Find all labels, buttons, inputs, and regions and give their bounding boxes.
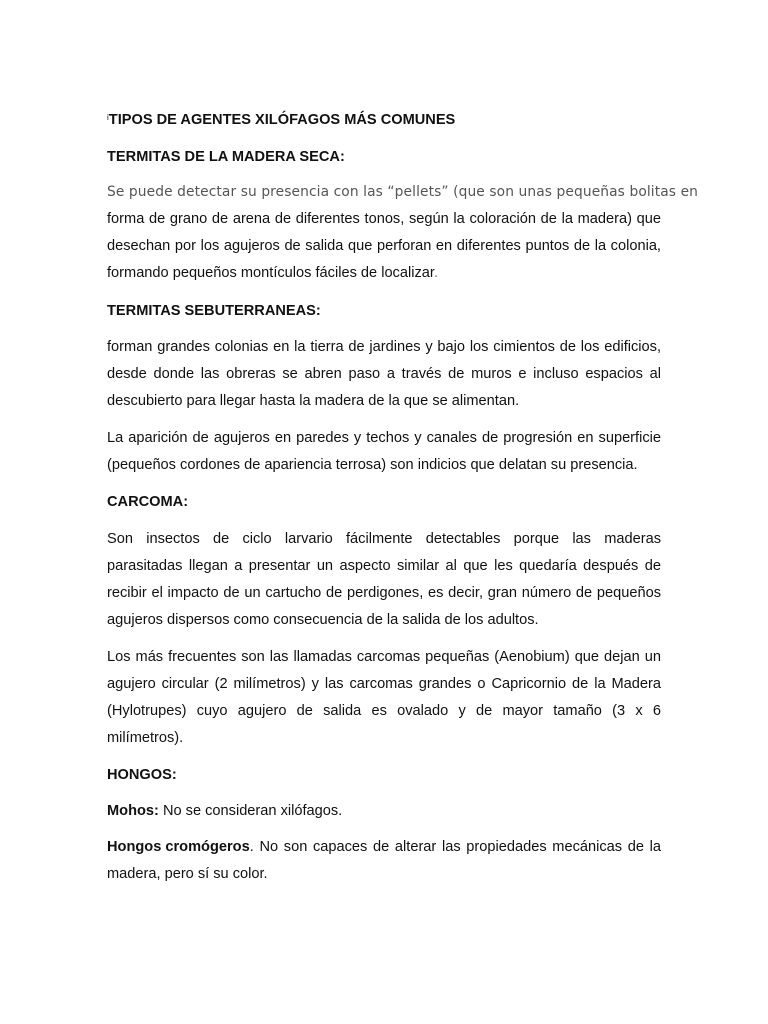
paragraph-carcoma-2: [107, 644, 661, 752]
paragraph-line: madera, pero sí su color.: [107, 866, 268, 882]
paragraph-line: desde donde las obreras se abren paso a través de muros e incluso espacios al: [107, 366, 661, 382]
paragraph-line: Se puede detectar su presencia con las “pellets” (que son unas pequeñas bolitas en: [107, 184, 698, 200]
heading-hongos: HONGOS:: [107, 767, 177, 783]
document-page: [107, 0, 698, 1024]
heading-termitas-madera-seca: TERMITAS DE LA MADERA SECA:: [107, 149, 345, 165]
paragraph-line: forman grandes colonias en la tierra de jardines y bajo los cimientos de los edificios,: [107, 339, 661, 355]
paragraph-line: (pequeños cordones de apariencia terrosa) son indicios que delatan su presencia.: [107, 457, 638, 473]
paragraph-line: Son insectos de ciclo larvario fácilmente detectables porque las maderas: [107, 531, 661, 547]
paragraph-termitas-subterraneas-2: [107, 425, 661, 479]
paragraph-line: forma de grano de arena de diferentes tonos, según la coloración de la madera) que: [107, 211, 661, 227]
paragraph-line: (Hylotrupes) cuyo agujero de salida es ovalado y de mayor tamaño (3 x 6: [107, 703, 661, 719]
paragraph-line: agujeros dispersos como consecuencia de la salida de los adultos.: [107, 612, 539, 628]
paragraph-line: recibir el impacto de un cartucho de perdigones, es decir, gran número de pequeños: [107, 585, 661, 601]
paragraph-termitas-subterraneas-1: [107, 334, 661, 415]
heading-termitas-subterraneas: TERMITAS SEBUTERRANEAS:: [107, 303, 321, 319]
paragraph-carcoma-1: [107, 526, 661, 634]
paragraph-line: Los más frecuentes son las llamadas carcomas pequeñas (Aenobium) que dejan un: [107, 649, 661, 665]
cromogeros-text: . No son capaces de alterar las propiedades mecánicas de la: [249, 839, 661, 855]
paragraph-hongos-cromogeros: [107, 834, 661, 888]
mohos-text: No se consideran xilófagos.: [158, 803, 343, 819]
paragraph-line: [107, 798, 661, 825]
term-hongos-cromogeros: Hongos cromógeros: [107, 839, 250, 855]
paragraph-line: descubierto para llegar hasta la madera de la que se alimentan.: [107, 393, 520, 409]
paragraph-line: agujero circular (2 milímetros) y las carcomas grandes o Capricornio de la Madera: [107, 676, 661, 692]
paragraph-line: desechan por los agujeros de salida que perforan en diferentes puntos de la colonia,: [107, 238, 661, 254]
paragraph-line: [107, 834, 661, 861]
paragraph-line-text: formando pequeños montículos fáciles de localizar: [107, 265, 434, 281]
paragraph-termitas-madera-seca: [107, 179, 698, 287]
paragraph-mohos: [107, 798, 661, 825]
paragraph-line: milímetros).: [107, 730, 184, 746]
heading-carcoma: CARCOMA:: [107, 494, 189, 510]
paragraph-line: parasitadas llegan a presentar un aspecto similar al que les quedaría después de: [107, 558, 661, 574]
paragraph-line: [107, 260, 661, 287]
document-title: [107, 110, 455, 130]
term-mohos: Mohos:: [107, 803, 159, 819]
paragraph-line: La aparición de agujeros en paredes y techos y canales de progresión en superficie: [107, 430, 661, 446]
document-title-text: TIPOS DE AGENTES XILÓFAGOS MÁS COMUNES: [108, 112, 456, 128]
trailing-period: .: [433, 265, 438, 281]
footnote-marker: i: [107, 113, 109, 122]
